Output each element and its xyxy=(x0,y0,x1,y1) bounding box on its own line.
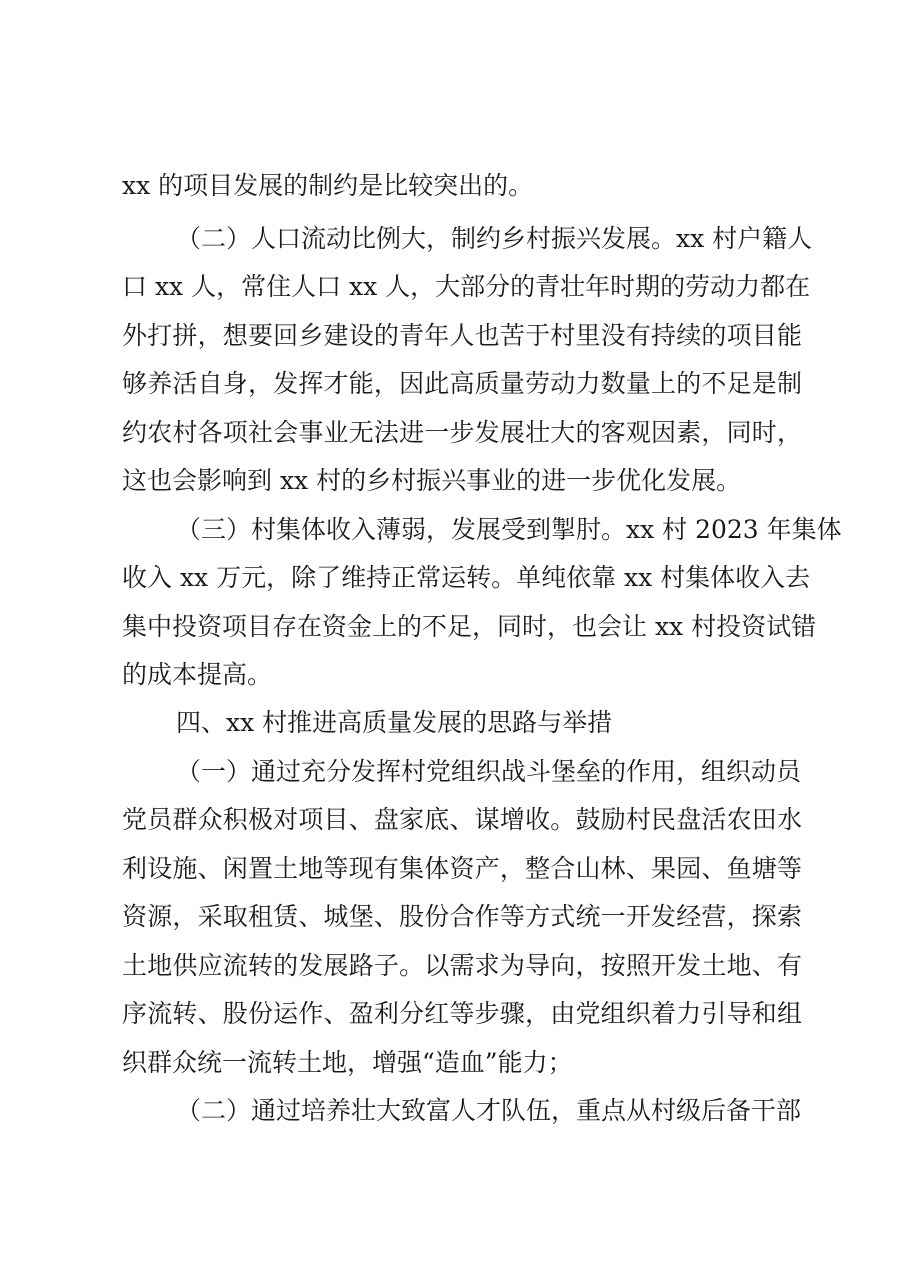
paragraph-heading: （二）通过培养壮大致富人才队伍，重点从村级后备干部 xyxy=(176,1096,802,1125)
text-line: 党员群众积极对项目、盘家底、谋增收。鼓励村民盘活农田水 xyxy=(122,805,802,834)
text-line: 土地供应流转的发展路子。以需求为导向，按照开发土地、有 xyxy=(122,951,802,980)
paragraph-heading: （一）通过充分发挥村党组织战斗堡垒的作用，组织动员 xyxy=(176,757,802,786)
section-heading: 四、xx 村推进高质量发展的思路与举措 xyxy=(176,708,613,737)
text-line: 这也会影响到 xx 村的乡村振兴事业的进一步优化发展。 xyxy=(122,466,742,495)
paragraph-heading: （三）村集体收入薄弱，发展受到掣肘。xx 村 2023 年集体 xyxy=(176,515,842,544)
text-line: 序流转、股份运作、盈利分红等步骤，由党组织着力引导和组 xyxy=(122,999,802,1028)
text-line: 收入 xx 万元，除了维持正常运转。单纯依靠 xx 村集体收入去 xyxy=(122,563,811,592)
text-line: 织群众统一流转土地，增强“造血”能力； xyxy=(122,1048,573,1077)
text-line: 约农村各项社会事业无法进一步发展壮大的客观因素，同时， xyxy=(122,418,802,447)
text-line: 资源，采取租赁、城堡、股份合作等方式统一开发经营，探索 xyxy=(122,902,802,931)
text-line: 够养活自身，发挥才能，因此高质量劳动力数量上的不足是制 xyxy=(122,369,802,398)
text-line: 口 xx 人，常住人口 xx 人，大部分的青壮年时期的劳动力都在 xyxy=(122,272,811,301)
text-line: 集中投资项目存在资金上的不足，同时，也会让 xx 村投资试错 xyxy=(122,612,817,641)
text-line: 外打拼，想要回乡建设的青年人也苦于村里没有持续的项目能 xyxy=(122,321,802,350)
text-line: 利设施、闲置土地等现有集体资产，整合山林、果园、鱼塘等 xyxy=(122,854,802,883)
text-line: 的成本提高。 xyxy=(122,660,273,689)
text-line: xx 的项目发展的制约是比较突出的。 xyxy=(122,171,534,200)
paragraph-heading: （二）人口流动比例大，制约乡村振兴发展。xx 村户籍人 xyxy=(176,224,813,253)
